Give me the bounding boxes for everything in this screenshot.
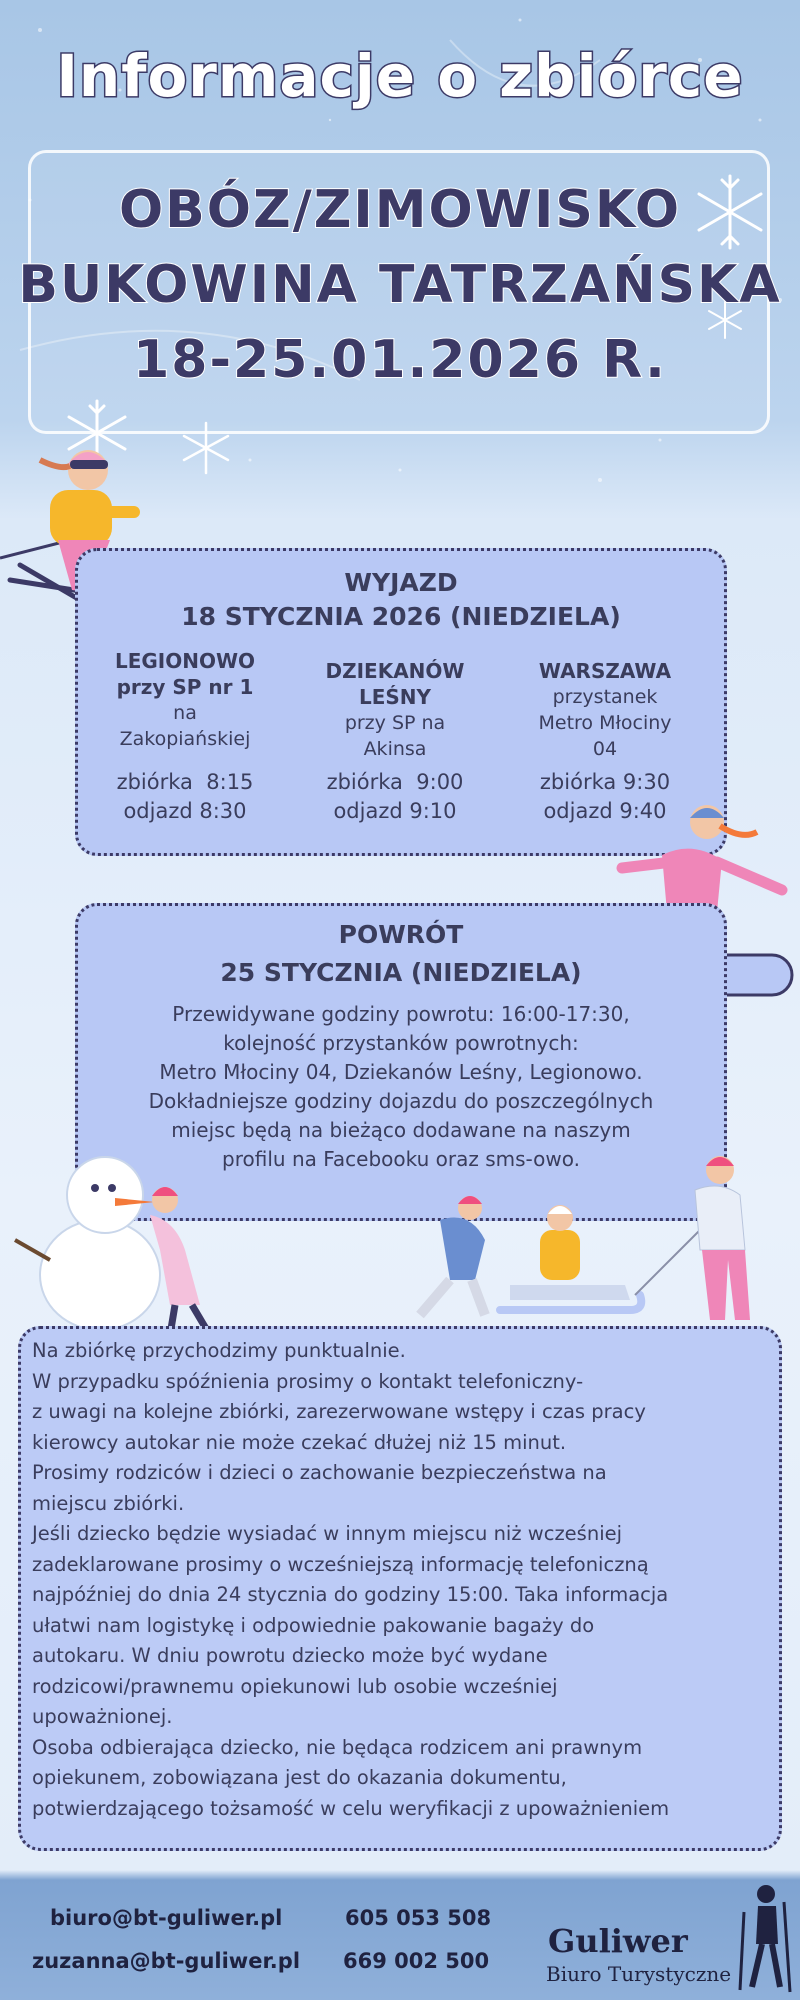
notice-line: ułatwi nam logistykę i odpowiednie pakowanie bagaży do: [32, 1613, 595, 1637]
notice-line: kierowcy autokar nie może czekać dłużej niż 15 minut.: [32, 1430, 567, 1454]
sled-icon: [410, 1150, 790, 1330]
email-link[interactable]: biuro@bt-guliwer.pl: [50, 1906, 283, 1930]
departure-date: 18 STYCZNIA 2026 (NIEDZIELA): [181, 602, 621, 631]
notice-line: najpóźniej do dnia 24 stycznia do godziny 15:00. Taka informacja: [32, 1583, 669, 1606]
snowflake-icon: [705, 300, 745, 340]
notice-line: Prosimy rodziców i dzieci o zachowanie bezpieczeństwa na: [32, 1461, 607, 1484]
gather-time: zbiórka 9:00: [326, 770, 464, 794]
page-title: Informacje o zbiórce: [56, 42, 744, 110]
logo-name: Guliwer: [548, 1922, 688, 1960]
location-detail-3: 04: [592, 738, 618, 760]
notice-line: Jeśli dziecko będzie wysiadać w innym miejscu niż wcześniej: [32, 1522, 623, 1545]
location-detail-2: Metro Młociny: [538, 712, 672, 734]
return-line: miejsc będą na bieżąco dodawane na naszym: [171, 1118, 631, 1142]
camp-name: OBÓZ/ZIMOWISKO: [118, 180, 682, 240]
phone-number-2[interactable]: 669 002 500: [343, 1949, 490, 1973]
return-line: Przewidywane godziny powrotu: 16:00-17:30,: [172, 1002, 630, 1026]
location-detail: przystanek: [552, 686, 658, 708]
snowflake-icon: [690, 172, 770, 252]
departure-heading: WYJAZD: [344, 568, 458, 597]
location-detail-2: Akinsa: [363, 738, 427, 760]
return-heading: POWRÓT: [338, 920, 464, 949]
location-detail: przy SP na: [344, 712, 446, 734]
return-line: profilu na Facebooku oraz sms-owo.: [222, 1147, 580, 1171]
gather-time: zbiórka 9:30: [539, 770, 671, 794]
snowflake-icon: [178, 420, 234, 476]
location-name-2: przy SP nr 1: [116, 675, 254, 699]
return-line: kolejność przystanków powrotnych:: [223, 1031, 579, 1055]
phone-number[interactable]: 605 053 508: [345, 1906, 492, 1930]
notice-line: miejscu zbiórki.: [32, 1491, 185, 1515]
camp-dates: 18-25.01.2026 R.: [133, 330, 667, 390]
notice-line: opiekunem, zobowiązana jest do okazania dokumentu,: [32, 1766, 567, 1789]
depart-time: odjazd 8:30: [123, 799, 247, 823]
notice-line: zadeklarowane prosimy o wcześniejszą informację telefoniczną: [32, 1552, 649, 1576]
logo-subtitle: Biuro Turystyczne: [546, 1962, 732, 1986]
location-name: WARSZAWA: [538, 659, 672, 683]
return-line: Metro Młociny 04, Dziekanów Leśny, Legionowo.: [159, 1060, 643, 1084]
location-legionowo: [95, 648, 275, 826]
return-line: Dokładniejsze godziny dojazdu do poszczególnych: [148, 1089, 654, 1113]
snowman-icon: [10, 1140, 230, 1340]
location-name: DZIEKANÓW: [325, 659, 465, 683]
location-name-2: LEŚNY: [358, 685, 432, 709]
notice-line: W przypadku spóźnienia prosimy o kontakt telefoniczny-: [32, 1369, 584, 1393]
location-detail-2: Zakopiańskiej: [119, 728, 251, 750]
depart-time: odjazd 9:10: [333, 799, 457, 823]
camp-location: BUKOWINA TATRZAŃSKA: [18, 255, 782, 315]
notice-line: Na zbiórkę przychodzimy punktualnie.: [32, 1339, 406, 1362]
notice-line: autokaru. W dniu powrotu dziecko może być wydane: [32, 1644, 548, 1667]
location-detail: na: [173, 702, 197, 724]
notice-line: Osoba odbierająca dziecko, nie będąca rodzicem ani prawnym: [32, 1735, 643, 1759]
gather-time: zbiórka 8:15: [116, 770, 254, 794]
return-date: 25 STYCZNIA (NIEDZIELA): [220, 958, 582, 987]
notice-line: rodzicowi/prawnemu opiekunowi lub osobie wcześniej: [32, 1674, 558, 1698]
notice-line: z uwagi na kolejne zbiórki, zarezerwowane wstępy i czas pracy: [32, 1400, 646, 1423]
depart-time: odjazd 9:40: [543, 799, 667, 823]
email-link-2[interactable]: zuzanna@bt-guliwer.pl: [32, 1949, 301, 1973]
notice-line: upoważnionej.: [32, 1705, 173, 1728]
notice-line: potwierdzającego tożsamość w celu weryfikacji z upoważnieniem: [32, 1796, 670, 1820]
notice-text: [32, 1336, 777, 1824]
location-dziekanow: [300, 658, 490, 826]
location-name: LEGIONOWO: [114, 649, 256, 673]
hiker-logo-icon: [736, 1882, 794, 1994]
